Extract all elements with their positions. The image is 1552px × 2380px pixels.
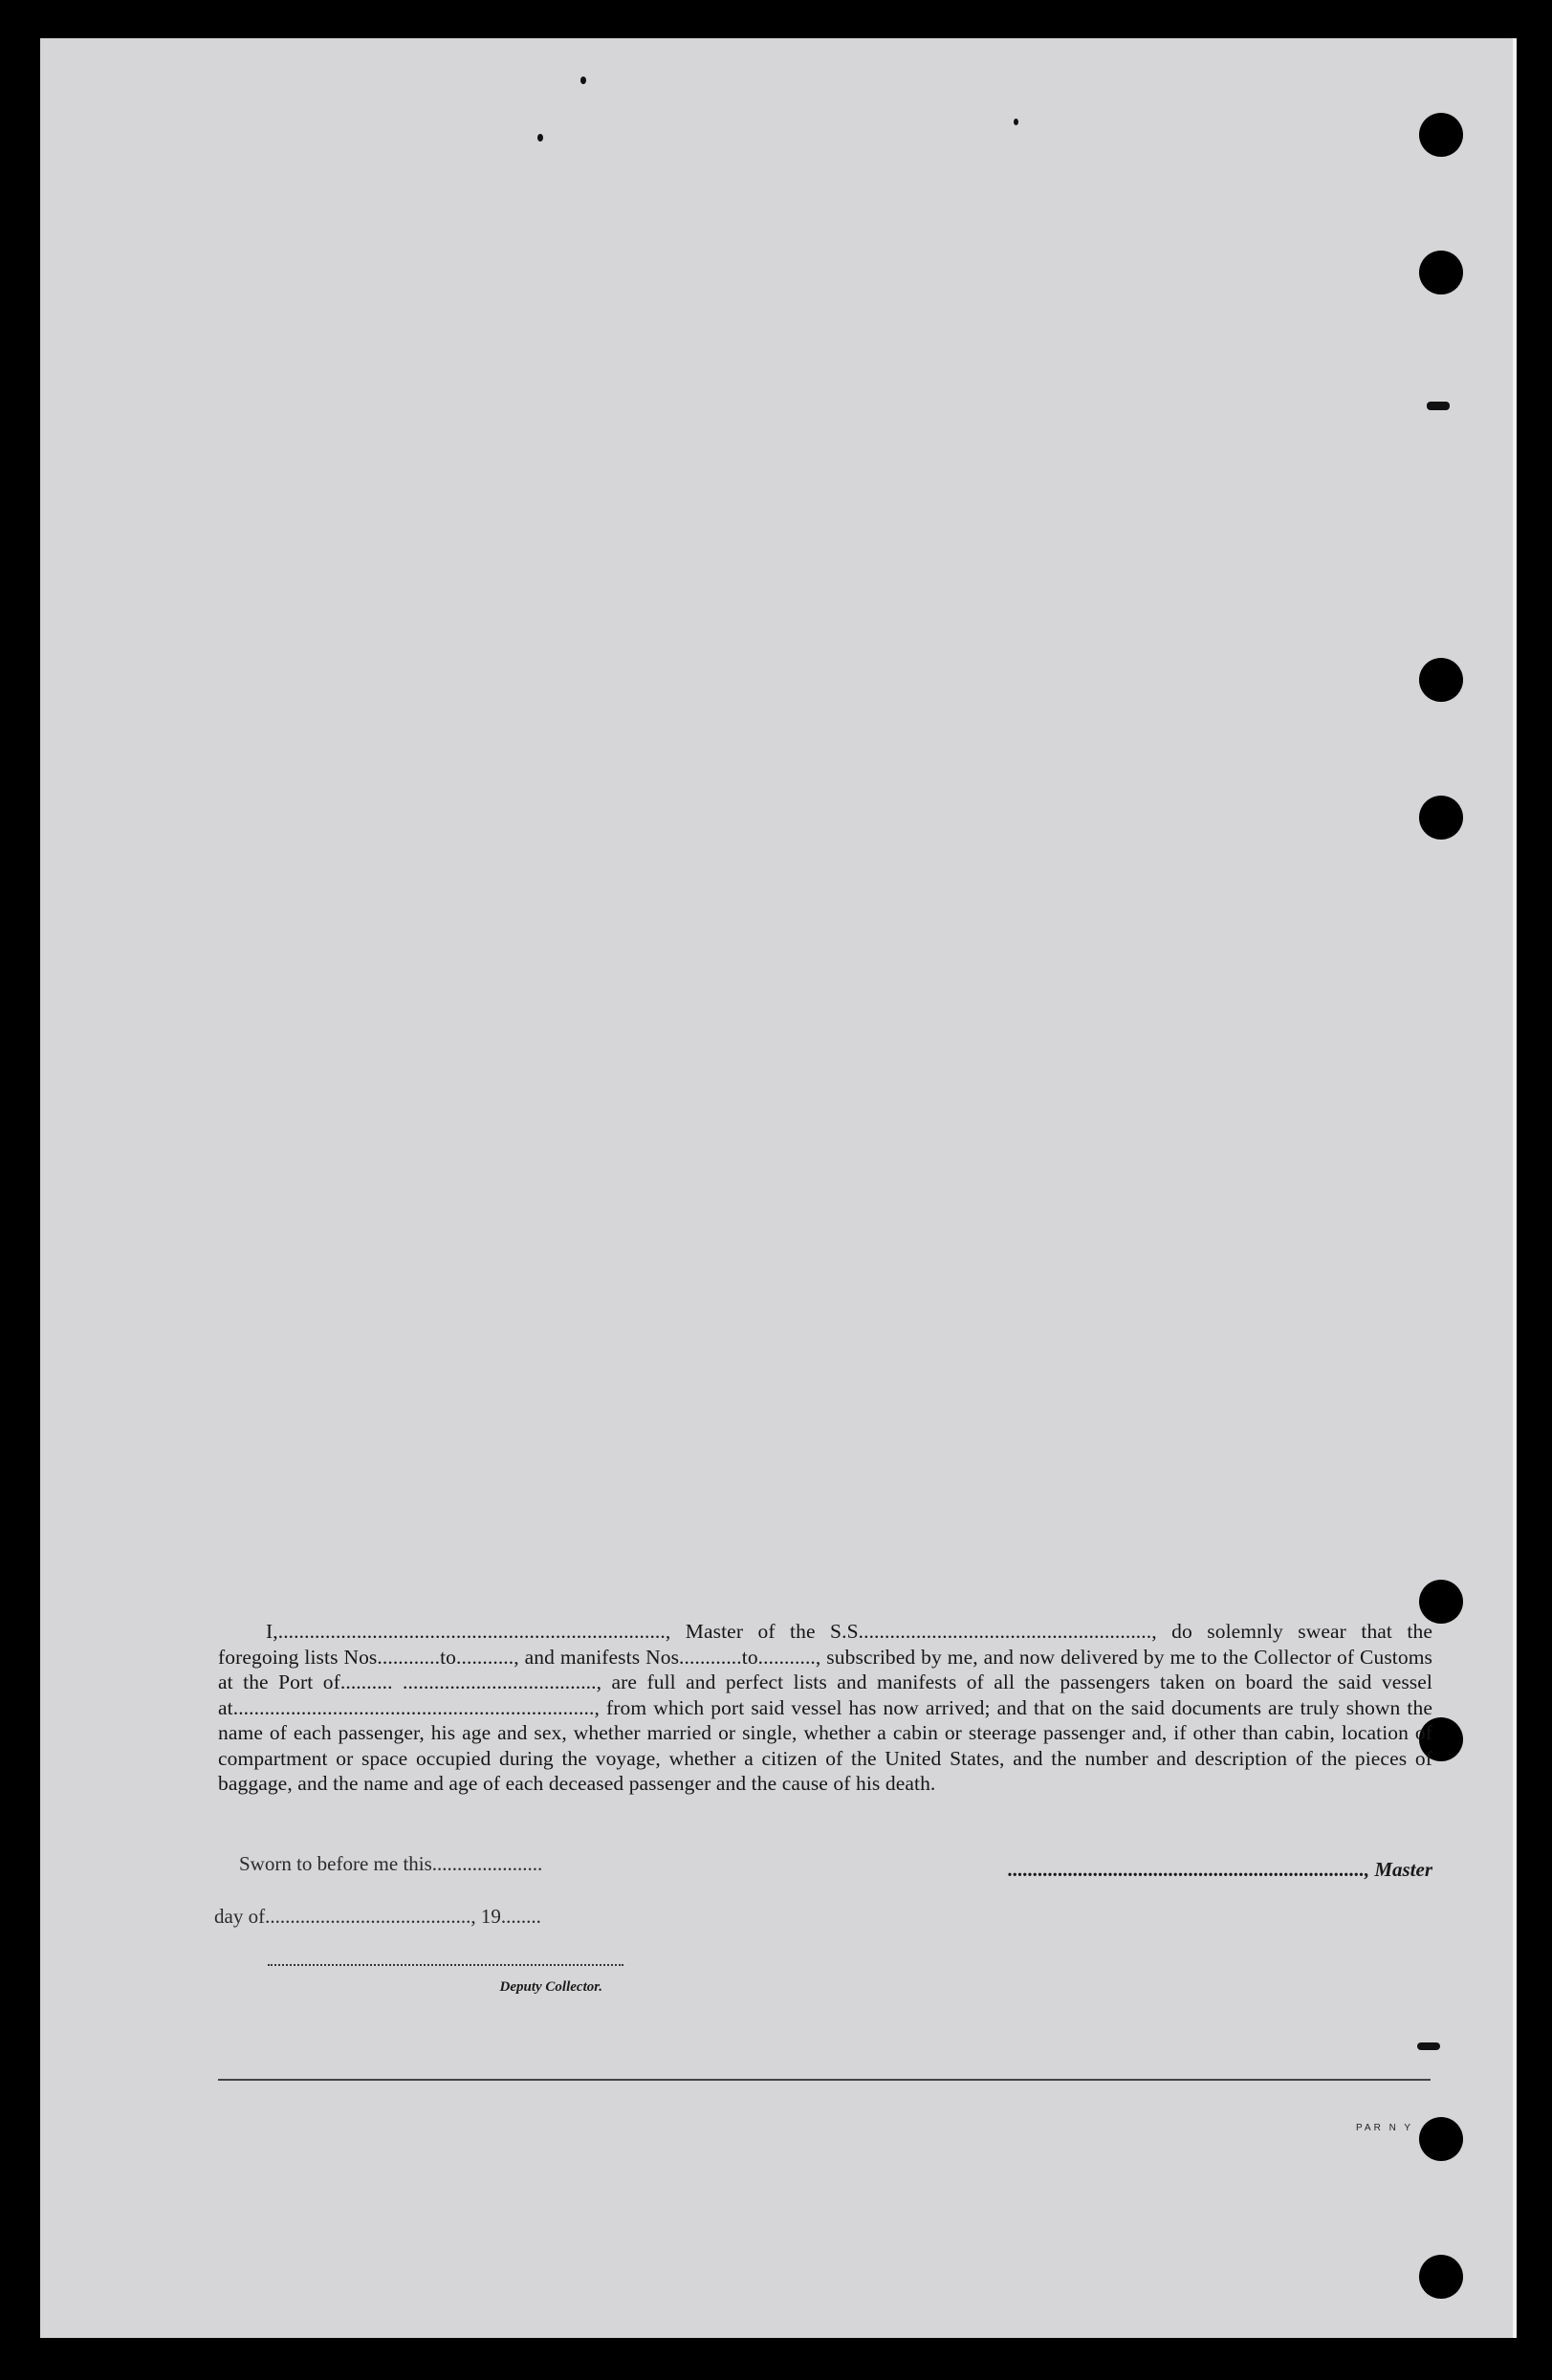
deputy-signature-line — [268, 1964, 623, 1966]
speck-mark — [1014, 119, 1018, 125]
day-of-line: day of........................................., 19........ — [214, 1905, 541, 1928]
master-signature-line: ......................................................................., Master — [1008, 1858, 1432, 1881]
speck-mark — [1427, 402, 1450, 410]
punch-hole — [1419, 113, 1463, 157]
punch-hole — [1419, 1580, 1463, 1624]
deputy-collector-label: Deputy Collector. — [499, 1979, 602, 1995]
oath-paragraph — [218, 1619, 1432, 1797]
punch-hole — [1419, 2255, 1463, 2299]
punch-hole — [1419, 796, 1463, 840]
speck-mark — [1417, 2042, 1440, 2050]
punch-hole — [1419, 251, 1463, 295]
manifest-page — [40, 38, 1517, 2338]
speck-mark — [580, 76, 586, 84]
oath-text: I,.........................................................................., Master of the S.S........................................................, do solemnly swear that the foregoing lists Nos............to..........., and manifests Nos............to..........., subscribed by me, and now delivered by me to the Collector of Customs at the Port of.......... ....................................., are full and perfect lists and manifests of all the passengers taken on board the said vessel at....................................................................., from which port said vessel has now arrived; and that on the said documents are truly shown the name of each passenger, his age and sex, whether married or single, whether a cabin or steerage passenger and, if other than cabin, location of compartment or space occupied during the voyage, whether a citizen of the United States, and the number and description of the pieces of baggage, and the name and age of each deceased passenger and the cause of his death. — [218, 1620, 1432, 1795]
printer-mark: PAR N Y — [1356, 2123, 1414, 2133]
punch-hole — [1419, 2117, 1463, 2161]
punch-hole — [1419, 658, 1463, 702]
speck-mark — [537, 134, 543, 142]
horizontal-rule — [218, 2079, 1431, 2081]
sworn-line: Sworn to before me this...................... — [239, 1852, 543, 1875]
